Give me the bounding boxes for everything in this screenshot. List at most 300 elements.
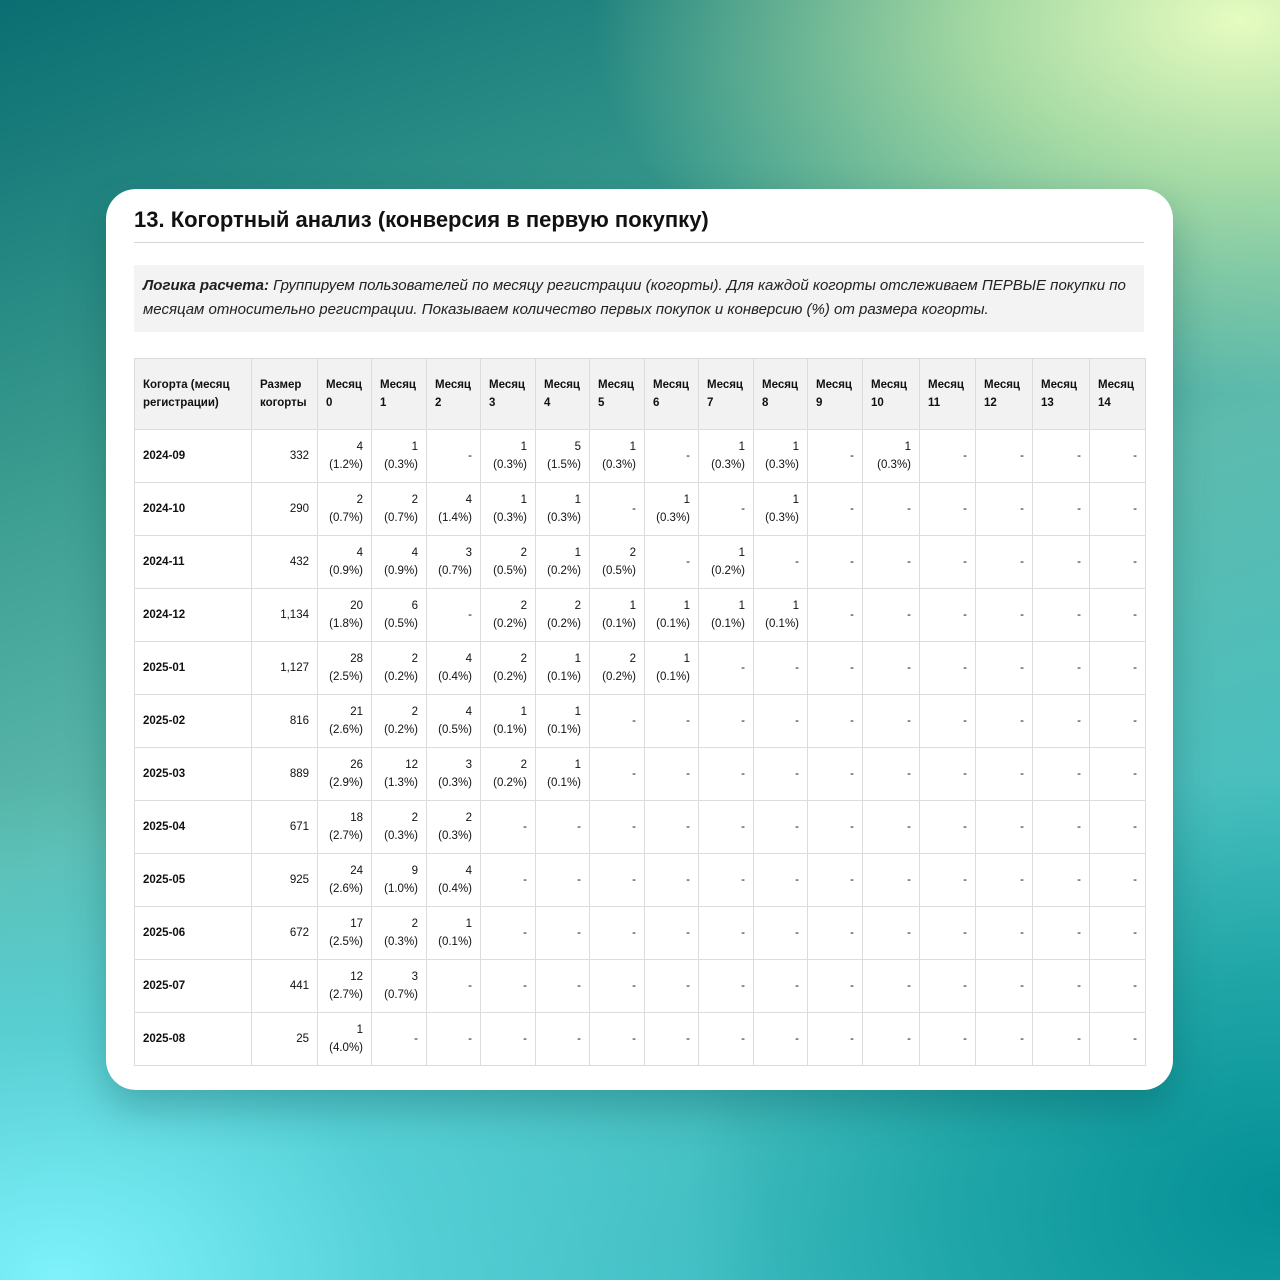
purchase-count: - (577, 980, 581, 992)
purchase-count: - (907, 609, 911, 621)
purchase-count: - (1020, 1033, 1024, 1045)
purchase-count: - (468, 1033, 472, 1045)
purchase-count: 2 (629, 547, 636, 559)
table-row (135, 430, 1146, 483)
month-cell (318, 483, 372, 536)
month-cell (318, 589, 372, 642)
month-cell (372, 801, 427, 854)
month-cell (808, 430, 863, 483)
cohort-label: 2024-11 (135, 536, 252, 589)
conversion-percent: (0.3%) (656, 512, 690, 524)
purchase-count: - (1020, 503, 1024, 515)
purchase-count: - (468, 609, 472, 621)
month-cell (427, 960, 481, 1013)
conversion-percent: (1.8%) (329, 618, 363, 630)
month-cell (645, 430, 699, 483)
conversion-percent: (0.9%) (329, 565, 363, 577)
purchase-count: - (686, 715, 690, 727)
month-cell (699, 907, 754, 960)
month-cell (536, 854, 590, 907)
month-cell (318, 907, 372, 960)
month-cell (645, 1013, 699, 1066)
conversion-percent: (1.0%) (384, 883, 418, 895)
month-cell (427, 695, 481, 748)
purchase-count: - (1020, 821, 1024, 833)
month-cell (427, 907, 481, 960)
purchase-count: - (850, 450, 854, 462)
conversion-percent: (1.5%) (547, 459, 581, 471)
month-cell (1090, 536, 1146, 589)
month-cell (481, 1013, 536, 1066)
purchase-count: - (523, 821, 527, 833)
purchase-count: 2 (520, 653, 527, 665)
month-cell (699, 801, 754, 854)
month-cell (920, 907, 976, 960)
purchase-count: - (741, 980, 745, 992)
conversion-percent: (0.3%) (384, 459, 418, 471)
month-cell (863, 854, 920, 907)
month-cell (1033, 1013, 1090, 1066)
month-cell (1033, 748, 1090, 801)
conversion-percent: (0.7%) (329, 512, 363, 524)
purchase-count: - (577, 1033, 581, 1045)
table-row (135, 695, 1146, 748)
month-cell (645, 854, 699, 907)
month-cell (536, 960, 590, 1013)
calculation-note (134, 265, 1144, 332)
month-cell (754, 854, 808, 907)
month-cell (481, 960, 536, 1013)
month-cell (590, 430, 645, 483)
month-cell (1033, 642, 1090, 695)
purchase-count: 1 (520, 441, 527, 453)
purchase-count: - (632, 503, 636, 515)
conversion-percent: (0.4%) (438, 883, 472, 895)
purchase-count: - (577, 874, 581, 886)
conversion-percent: (1.2%) (329, 459, 363, 471)
purchase-count: 18 (350, 812, 363, 824)
conversion-percent: (2.7%) (329, 830, 363, 842)
purchase-count: - (468, 980, 472, 992)
month-cell (699, 960, 754, 1013)
month-cell (372, 1013, 427, 1066)
conversion-percent: (0.3%) (602, 459, 636, 471)
purchase-count: - (686, 874, 690, 886)
month-cell (481, 483, 536, 536)
month-cell (645, 642, 699, 695)
table-row (135, 854, 1146, 907)
month-cell (481, 695, 536, 748)
month-cell (427, 748, 481, 801)
month-cell (808, 642, 863, 695)
purchase-count: 1 (629, 600, 636, 612)
purchase-count: - (1133, 927, 1137, 939)
month-cell (536, 695, 590, 748)
conversion-percent: (0.1%) (547, 671, 581, 683)
conversion-percent: (0.5%) (602, 565, 636, 577)
month-cell (318, 854, 372, 907)
month-cell (920, 430, 976, 483)
conversion-percent: (0.1%) (656, 618, 690, 630)
month-cell (372, 907, 427, 960)
month-cell (481, 854, 536, 907)
month-cell (808, 1013, 863, 1066)
column-header: Размер когорты (252, 359, 318, 430)
purchase-count: - (907, 927, 911, 939)
month-cell (536, 907, 590, 960)
conversion-percent: (0.3%) (877, 459, 911, 471)
purchase-count: - (907, 662, 911, 674)
month-cell (1090, 960, 1146, 1013)
month-cell (1033, 536, 1090, 589)
month-cell (863, 907, 920, 960)
purchase-count: 26 (350, 759, 363, 771)
month-cell (318, 801, 372, 854)
conversion-percent: (2.6%) (329, 883, 363, 895)
month-cell (699, 536, 754, 589)
month-cell (372, 695, 427, 748)
month-cell (920, 1013, 976, 1066)
purchase-count: 1 (738, 600, 745, 612)
table-row (135, 589, 1146, 642)
column-header: Месяц 10 (863, 359, 920, 430)
purchase-count: 4 (465, 706, 472, 718)
purchase-count: - (850, 662, 854, 674)
conversion-percent: (1.3%) (384, 777, 418, 789)
month-cell (699, 642, 754, 695)
purchase-count: 1 (792, 441, 799, 453)
purchase-count: - (1020, 556, 1024, 568)
cohort-label: 2025-06 (135, 907, 252, 960)
month-cell (590, 801, 645, 854)
purchase-count: 2 (411, 812, 418, 824)
month-cell (645, 960, 699, 1013)
purchase-count: - (686, 556, 690, 568)
month-cell (372, 748, 427, 801)
month-cell (808, 536, 863, 589)
cohort-label: 2025-02 (135, 695, 252, 748)
purchase-count: - (414, 1033, 418, 1045)
conversion-percent: (0.7%) (438, 565, 472, 577)
month-cell (920, 801, 976, 854)
conversion-percent: (0.2%) (493, 671, 527, 683)
purchase-count: - (686, 1033, 690, 1045)
purchase-count: - (632, 768, 636, 780)
purchase-count: - (795, 662, 799, 674)
purchase-count: - (686, 980, 690, 992)
purchase-count: - (741, 874, 745, 886)
purchase-count: - (632, 715, 636, 727)
month-cell (481, 907, 536, 960)
purchase-count: - (1077, 609, 1081, 621)
month-cell (976, 960, 1033, 1013)
purchase-count: - (850, 927, 854, 939)
month-cell (318, 430, 372, 483)
month-cell (1090, 1013, 1146, 1066)
month-cell (699, 1013, 754, 1066)
purchase-count: 1 (520, 494, 527, 506)
conversion-percent: (0.7%) (384, 989, 418, 1001)
purchase-count: - (963, 980, 967, 992)
month-cell (863, 748, 920, 801)
column-header: Месяц 0 (318, 359, 372, 430)
conversion-percent: (0.3%) (384, 936, 418, 948)
conversion-percent: (0.5%) (493, 565, 527, 577)
month-cell (863, 801, 920, 854)
month-cell (1090, 907, 1146, 960)
month-cell (645, 907, 699, 960)
month-cell (808, 854, 863, 907)
cohort-size: 441 (252, 960, 318, 1013)
month-cell (863, 695, 920, 748)
conversion-percent: (0.2%) (711, 565, 745, 577)
purchase-count: - (1133, 821, 1137, 833)
month-cell (863, 642, 920, 695)
purchase-count: - (795, 1033, 799, 1045)
column-header: Месяц 14 (1090, 359, 1146, 430)
conversion-percent: (0.3%) (493, 512, 527, 524)
column-header: Месяц 11 (920, 359, 976, 430)
cohort-label: 2024-09 (135, 430, 252, 483)
column-header: Месяц 2 (427, 359, 481, 430)
month-cell (427, 430, 481, 483)
purchase-count: - (850, 503, 854, 515)
purchase-count: 24 (350, 865, 363, 877)
purchase-count: 3 (411, 971, 418, 983)
month-cell (536, 430, 590, 483)
table-body (135, 430, 1146, 1066)
month-cell (976, 695, 1033, 748)
month-cell (372, 430, 427, 483)
table-row (135, 483, 1146, 536)
month-cell (1033, 907, 1090, 960)
cohort-label: 2024-12 (135, 589, 252, 642)
month-cell (1090, 589, 1146, 642)
purchase-count: 4 (356, 547, 363, 559)
purchase-count: - (741, 715, 745, 727)
month-cell (536, 642, 590, 695)
purchase-count: 1 (356, 1024, 363, 1036)
month-cell (754, 695, 808, 748)
month-cell (808, 589, 863, 642)
note-text: Группируем пользователей по месяцу регистрации (когорты). Для каждой когорты отслеживаем ПЕРВЫЕ покупки по месяцам относительно регистрации. Показываем количество первых покупок и конверсию (%) от размера когорты. (143, 277, 1126, 318)
month-cell (808, 748, 863, 801)
month-cell (976, 854, 1033, 907)
month-cell (481, 801, 536, 854)
purchase-count: - (1077, 503, 1081, 515)
conversion-percent: (0.3%) (765, 512, 799, 524)
purchase-count: - (1077, 1033, 1081, 1045)
cohort-size: 671 (252, 801, 318, 854)
purchase-count: 2 (411, 706, 418, 718)
purchase-count: - (963, 1033, 967, 1045)
month-cell (808, 801, 863, 854)
purchase-count: - (963, 821, 967, 833)
purchase-count: 1 (465, 918, 472, 930)
purchase-count: - (850, 768, 854, 780)
purchase-count: - (907, 503, 911, 515)
purchase-count: 28 (350, 653, 363, 665)
month-cell (536, 748, 590, 801)
month-cell (318, 695, 372, 748)
purchase-count: - (795, 980, 799, 992)
month-cell (590, 1013, 645, 1066)
month-cell (372, 536, 427, 589)
purchase-count: - (686, 821, 690, 833)
cohort-size: 290 (252, 483, 318, 536)
month-cell (590, 907, 645, 960)
purchase-count: 3 (465, 759, 472, 771)
month-cell (645, 483, 699, 536)
purchase-count: 12 (405, 759, 418, 771)
conversion-percent: (2.5%) (329, 936, 363, 948)
cohort-label: 2025-04 (135, 801, 252, 854)
table-row (135, 748, 1146, 801)
purchase-count: - (1020, 768, 1024, 780)
month-cell (808, 695, 863, 748)
conversion-percent: (0.9%) (384, 565, 418, 577)
month-cell (481, 642, 536, 695)
cohort-label: 2025-08 (135, 1013, 252, 1066)
month-cell (590, 854, 645, 907)
purchase-count: - (795, 927, 799, 939)
month-cell (481, 748, 536, 801)
month-cell (1090, 854, 1146, 907)
month-cell (863, 960, 920, 1013)
purchase-count: - (907, 768, 911, 780)
purchase-count: 2 (629, 653, 636, 665)
cohort-size: 889 (252, 748, 318, 801)
conversion-percent: (0.1%) (438, 936, 472, 948)
purchase-count: 2 (520, 600, 527, 612)
purchase-count: - (1077, 768, 1081, 780)
month-cell (754, 642, 808, 695)
month-cell (699, 695, 754, 748)
purchase-count: - (850, 715, 854, 727)
purchase-count: 20 (350, 600, 363, 612)
conversion-percent: (0.1%) (547, 777, 581, 789)
month-cell (318, 748, 372, 801)
purchase-count: - (468, 450, 472, 462)
purchase-count: 1 (574, 706, 581, 718)
purchase-count: - (1077, 980, 1081, 992)
month-cell (920, 748, 976, 801)
purchase-count: 1 (574, 494, 581, 506)
purchase-count: 3 (465, 547, 472, 559)
purchase-count: - (632, 821, 636, 833)
purchase-count: 1 (683, 600, 690, 612)
purchase-count: - (1133, 556, 1137, 568)
month-cell (754, 589, 808, 642)
conversion-percent: (4.0%) (329, 1042, 363, 1054)
month-cell (808, 907, 863, 960)
purchase-count: - (963, 609, 967, 621)
conversion-percent: (0.3%) (438, 830, 472, 842)
month-cell (976, 536, 1033, 589)
purchase-count: - (850, 1033, 854, 1045)
purchase-count: - (963, 927, 967, 939)
purchase-count: - (577, 927, 581, 939)
month-cell (754, 748, 808, 801)
month-cell (699, 589, 754, 642)
purchase-count: - (741, 503, 745, 515)
month-cell (1033, 695, 1090, 748)
conversion-percent: (0.1%) (765, 618, 799, 630)
conversion-percent: (0.3%) (765, 459, 799, 471)
month-cell (754, 430, 808, 483)
purchase-count: - (963, 715, 967, 727)
conversion-percent: (2.9%) (329, 777, 363, 789)
month-cell (863, 536, 920, 589)
conversion-percent: (2.7%) (329, 989, 363, 1001)
conversion-percent: (0.3%) (711, 459, 745, 471)
table-row (135, 642, 1146, 695)
month-cell (863, 1013, 920, 1066)
month-cell (427, 589, 481, 642)
month-cell (645, 589, 699, 642)
month-cell (863, 483, 920, 536)
purchase-count: - (907, 715, 911, 727)
month-cell (976, 748, 1033, 801)
month-cell (590, 748, 645, 801)
conversion-percent: (0.2%) (547, 565, 581, 577)
cohort-label: 2024-10 (135, 483, 252, 536)
month-cell (427, 854, 481, 907)
column-header: Месяц 8 (754, 359, 808, 430)
conversion-percent: (0.4%) (438, 671, 472, 683)
purchase-count: - (850, 874, 854, 886)
month-cell (920, 695, 976, 748)
conversion-percent: (0.1%) (656, 671, 690, 683)
month-cell (645, 695, 699, 748)
cohort-size: 672 (252, 907, 318, 960)
purchase-count: 2 (411, 494, 418, 506)
purchase-count: 1 (411, 441, 418, 453)
purchase-count: 1 (520, 706, 527, 718)
purchase-count: - (1133, 874, 1137, 886)
purchase-count: - (523, 980, 527, 992)
month-cell (1090, 642, 1146, 695)
month-cell (590, 483, 645, 536)
month-cell (427, 801, 481, 854)
purchase-count: 1 (574, 653, 581, 665)
conversion-percent: (0.2%) (493, 777, 527, 789)
purchase-count: - (1077, 556, 1081, 568)
conversion-percent: (0.3%) (493, 459, 527, 471)
purchase-count: - (741, 1033, 745, 1045)
cohort-size: 25 (252, 1013, 318, 1066)
column-header: Когорта (месяц регистрации) (135, 359, 252, 430)
cohort-label: 2025-03 (135, 748, 252, 801)
column-header: Месяц 5 (590, 359, 645, 430)
purchase-count: - (850, 821, 854, 833)
cohort-size: 1,134 (252, 589, 318, 642)
purchase-count: - (523, 1033, 527, 1045)
month-cell (427, 483, 481, 536)
cohort-size: 816 (252, 695, 318, 748)
purchase-count: 6 (411, 600, 418, 612)
purchase-count: - (907, 874, 911, 886)
month-cell (318, 536, 372, 589)
month-cell (976, 430, 1033, 483)
purchase-count: - (1077, 874, 1081, 886)
month-cell (481, 430, 536, 483)
conversion-percent: (0.3%) (438, 777, 472, 789)
purchase-count: - (850, 556, 854, 568)
purchase-count: - (686, 927, 690, 939)
purchase-count: 1 (574, 759, 581, 771)
table-row (135, 1013, 1146, 1066)
